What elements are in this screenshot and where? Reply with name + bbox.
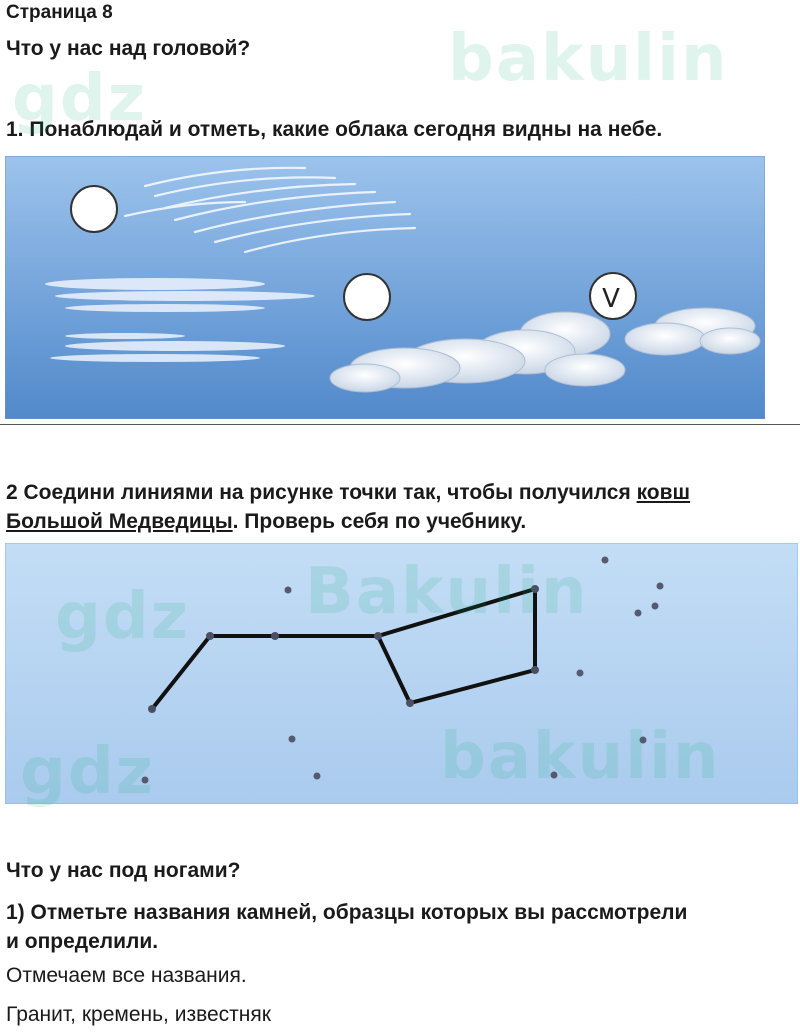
star-field-illustration: [5, 543, 798, 804]
section-heading-sky: Что у нас над головой?: [6, 37, 251, 60]
task-2-underlined-1: ковш: [636, 481, 691, 504]
section-heading-ground: Что у нас под ногами?: [6, 859, 241, 882]
separator-line: [0, 424, 800, 425]
watermark: gdz: [12, 62, 147, 136]
task-2-text-line-2: [6, 507, 526, 537]
sky-illustration: [5, 156, 765, 419]
task-2-before: 2 Соедини линиями на рисунке точки так, чтобы получился: [6, 481, 637, 504]
answer-line-1: Отмечаем все названия.: [6, 964, 247, 987]
task-2-underlined-2: Большой Медведицы: [6, 510, 233, 533]
task-3-line-1: 1) Отметьте названия камней, образцы которых вы рассмотрели: [6, 901, 688, 924]
answer-line-2: Гранит, кремень, известняк: [6, 1003, 271, 1026]
checkmark-answer: V: [602, 284, 620, 314]
answer-circle-cirrus[interactable]: [71, 186, 117, 232]
task-2-after: . Проверь себя по учебнику.: [232, 510, 527, 533]
page-title: Страница 8: [6, 2, 113, 23]
task-3-line-2: и определили.: [6, 930, 159, 953]
watermark: bakulin: [448, 22, 729, 96]
task-1-text: 1. Понаблюдай и отметь, какие облака сегодня видны на небе.: [6, 118, 663, 141]
answer-circle-stratus[interactable]: [344, 274, 390, 320]
task-2-text: [6, 478, 690, 508]
